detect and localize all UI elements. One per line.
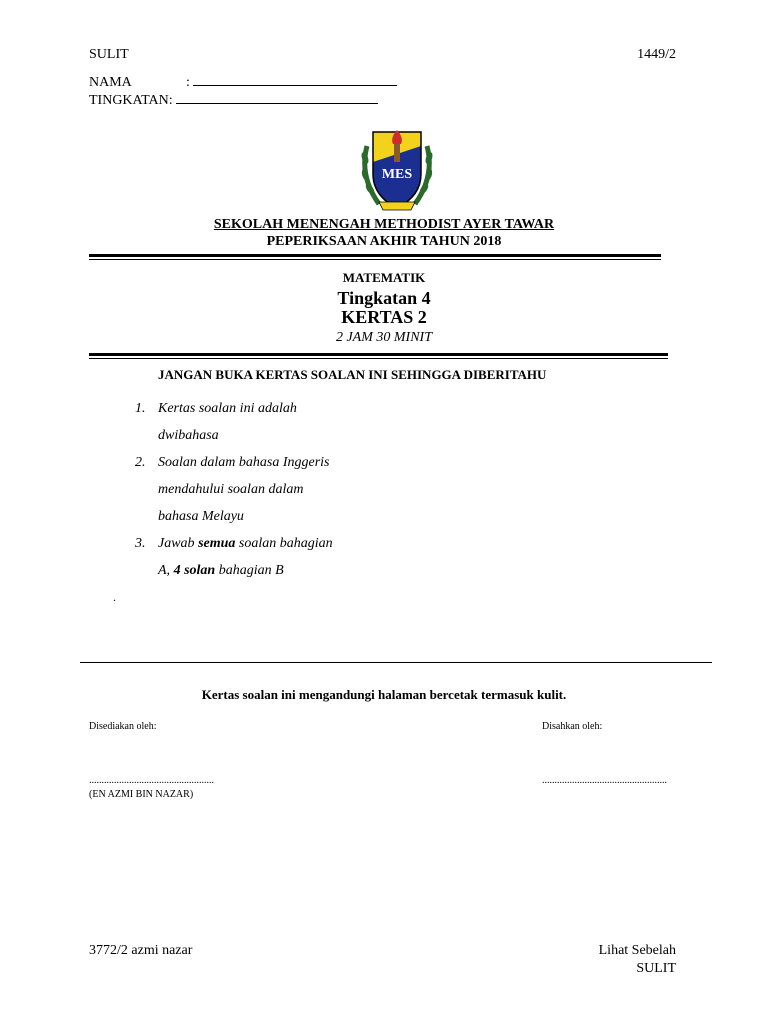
stray-dot: . <box>113 590 116 604</box>
header-sulit: SULIT <box>89 47 129 62</box>
tingkatan-blank-line[interactable] <box>176 91 378 104</box>
tingkatan-row <box>89 91 378 109</box>
logo-text: MES <box>381 167 413 182</box>
nama-row <box>89 73 397 91</box>
approved-by-label: Disahkan oleh: <box>542 721 603 732</box>
prepared-name: (EN AZMI BIN NAZAR) <box>89 789 194 800</box>
nama-label: NAMA <box>89 75 132 90</box>
prepared-by-label: Disediakan oleh: <box>89 721 157 732</box>
tingkatan-label: TINGKATAN: <box>89 93 173 108</box>
instruction-1-line-2: dwibahasa <box>158 428 219 443</box>
divider-thin-top <box>89 259 661 260</box>
section-divider <box>80 662 712 663</box>
school-name: SEKOLAH MENENGAH METHODIST AYER TAWAR <box>213 217 555 232</box>
subject-title: MATEMATIK <box>342 270 426 285</box>
footer-code: 3772/2 azmi nazar <box>89 943 193 958</box>
instruction-2-line-3: bahasa Melayu <box>158 509 244 524</box>
instruction-3-line-1: Jawab semua soalan bahagian <box>158 536 333 551</box>
school-crest-logo <box>357 126 437 212</box>
exam-title: PEPERIKSAAN AKHIR TAHUN 2018 <box>266 234 502 249</box>
pages-note: Kertas soalan ini mengandungi halaman bercetak termasuk kulit. <box>201 687 567 702</box>
divider-thick-top <box>89 254 661 257</box>
warning-text: JANGAN BUKA KERTAS SOALAN INI SEHINGGA DIBERITAHU <box>158 367 547 382</box>
approved-signature-line: .................................................. <box>542 775 667 786</box>
instruction-3-line-2: A, 4 solan bahagian B <box>158 563 284 578</box>
footer-sulit: SULIT <box>636 961 676 976</box>
instruction-2-line-1: Soalan dalam bahasa Inggeris <box>158 455 330 470</box>
duration: 2 JAM 30 MINIT <box>335 330 433 345</box>
prepared-signature-line: .................................................. <box>89 775 214 786</box>
form-title: Tingkatan 4 <box>337 288 431 308</box>
instruction-2-line-2: mendahului soalan dalam <box>158 482 304 497</box>
instruction-1-number: 1. <box>135 401 146 416</box>
instruction-1-line-1: Kertas soalan ini adalah <box>158 401 297 416</box>
paper-code: 1449/2 <box>637 47 676 62</box>
instruction-3-number: 3. <box>135 536 146 551</box>
divider-thick-bottom <box>89 353 668 356</box>
nama-blank-line[interactable] <box>193 73 397 86</box>
paper-title: KERTAS 2 <box>341 307 427 327</box>
footer-next-page: Lihat Sebelah <box>598 943 676 958</box>
nama-colon: : <box>186 75 190 90</box>
instruction-2-number: 2. <box>135 455 146 470</box>
divider-thin-bottom <box>89 358 668 359</box>
